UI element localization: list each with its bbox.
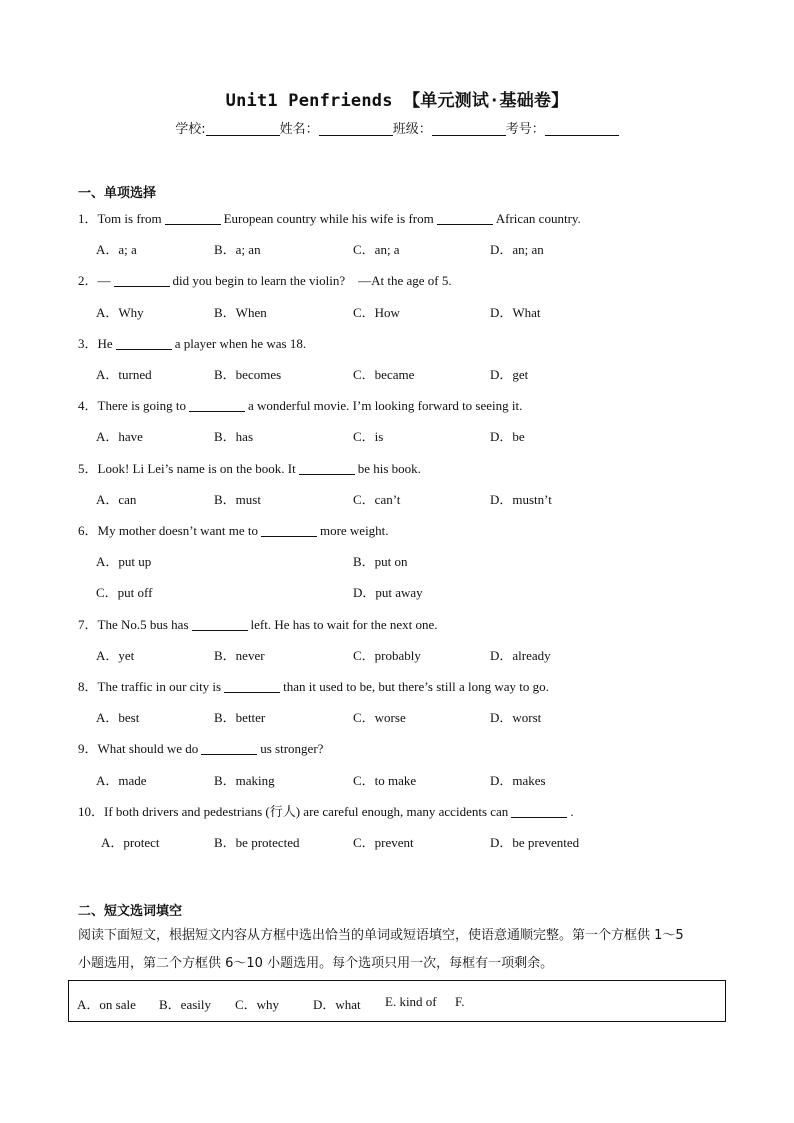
question-text: did you begin to learn the violin? —At the age of 5. xyxy=(172,273,452,288)
question-text: The traffic in our city is xyxy=(97,679,222,694)
question-number: 5． xyxy=(78,461,98,476)
question-text: . xyxy=(570,804,574,819)
question-number: 3． xyxy=(78,336,98,351)
question-number: 1． xyxy=(78,211,98,226)
answer-blank xyxy=(192,618,248,631)
answer-blank xyxy=(261,524,317,537)
answer-blank xyxy=(165,212,221,225)
question-text: European country while his wife is from xyxy=(223,211,434,226)
answer-blank xyxy=(437,212,493,225)
answer-blank xyxy=(116,337,172,350)
question-text: a wonderful movie. I’m looking forward to seeing it. xyxy=(247,398,523,413)
option-b: B．a; an xyxy=(214,242,261,257)
section-title-single-choice: 一、单项选择 xyxy=(78,186,157,201)
question-4 xyxy=(78,395,522,414)
option-d: D．already xyxy=(490,648,551,663)
option-c: C．worse xyxy=(353,710,406,725)
option-c: C．an; a xyxy=(353,242,400,257)
section-instructions xyxy=(78,922,746,978)
box-item: B．easily xyxy=(159,997,211,1012)
question-text: us stronger? xyxy=(260,741,324,756)
question-number: 4． xyxy=(78,398,98,413)
question-text: Tom is from xyxy=(97,211,162,226)
option-b: B．becomes xyxy=(214,367,282,382)
option-d: D．an; an xyxy=(490,242,544,257)
options-8 xyxy=(96,707,736,725)
question-1 xyxy=(78,208,581,227)
box-item: C．why xyxy=(235,997,280,1012)
class-blank xyxy=(432,122,506,136)
option-b: B．be protected xyxy=(214,835,300,850)
option-c: C．How xyxy=(353,305,400,320)
option-a: A．best xyxy=(96,710,140,725)
question-6 xyxy=(78,520,389,539)
question-text: If both drivers and pedestrians (行人) are careful enough, many accidents can xyxy=(104,804,509,819)
name-blank xyxy=(319,122,393,136)
question-number: 2． xyxy=(78,273,98,288)
answer-blank xyxy=(299,462,355,475)
option-c: C．can’t xyxy=(353,492,401,507)
question-text: — xyxy=(97,273,111,288)
question-text: Look! Li Lei’s name is on the book. It xyxy=(97,461,296,476)
option-a: A．put up xyxy=(96,554,152,569)
question-2 xyxy=(78,270,452,289)
instruction-line: 小题选用，第二个方框供 6～10 小题选用。每个选项只用一次，每框有一项剩余。 xyxy=(78,956,554,971)
option-c: C．is xyxy=(353,429,384,444)
class-label: 班级： xyxy=(392,122,432,137)
option-b: B．put on xyxy=(353,554,408,569)
question-text: He xyxy=(97,336,113,351)
option-d: D．worst xyxy=(490,710,542,725)
student-info-line xyxy=(0,118,794,137)
options-6-row2 xyxy=(96,582,736,600)
answer-blank xyxy=(189,399,245,412)
answer-blank xyxy=(224,680,280,693)
option-a: A．yet xyxy=(96,648,135,663)
option-a: A．can xyxy=(96,492,137,507)
option-b: B．never xyxy=(214,648,265,663)
number-blank xyxy=(545,122,619,136)
name-label: 姓名： xyxy=(279,122,319,137)
option-b: B．has xyxy=(214,429,254,444)
question-text: What should we do xyxy=(97,741,199,756)
option-d: D．get xyxy=(490,367,529,382)
page-title: Unit1 Penfriends 【单元测试·基础卷】 xyxy=(225,91,569,111)
answer-blank xyxy=(114,274,170,287)
option-c: C．became xyxy=(353,367,415,382)
option-c: C．probably xyxy=(353,648,421,663)
question-text: The No.5 bus has xyxy=(97,617,189,632)
box-item: D．what xyxy=(313,997,361,1012)
question-number: 6． xyxy=(78,523,98,538)
option-c: C．to make xyxy=(353,773,417,788)
option-d: D．put away xyxy=(353,585,423,600)
option-d: D．be xyxy=(490,429,525,444)
school-blank xyxy=(206,122,280,136)
option-d: D．be prevented xyxy=(490,835,580,850)
question-8 xyxy=(78,676,549,695)
question-text: be his book. xyxy=(357,461,421,476)
question-number: 9． xyxy=(78,741,98,756)
option-b: B．better xyxy=(214,710,266,725)
answer-blank xyxy=(201,742,257,755)
question-text: There is going to xyxy=(97,398,186,413)
school-label: 学校: xyxy=(175,122,206,137)
options-3 xyxy=(96,364,736,382)
option-a: A．turned xyxy=(96,367,152,382)
options-6-row1 xyxy=(96,551,736,569)
question-text: My mother doesn’t want me to xyxy=(97,523,258,538)
question-text: African country. xyxy=(495,211,581,226)
box-item: E. kind of xyxy=(385,994,437,1009)
options-10 xyxy=(96,832,736,850)
option-a: A．protect xyxy=(101,835,160,850)
option-a: A．a; a xyxy=(96,242,137,257)
question-3 xyxy=(78,333,306,352)
option-b: B．must xyxy=(214,492,261,507)
box-item: F. xyxy=(455,994,465,1009)
box-item: A．on sale xyxy=(77,997,136,1012)
option-d: D．mustn’t xyxy=(490,492,552,507)
option-c: C．put off xyxy=(96,585,153,600)
options-4 xyxy=(96,426,736,444)
question-text: than it used to be, but there’s still a long way to go. xyxy=(283,679,549,694)
word-box xyxy=(68,980,726,1022)
option-d: D．What xyxy=(490,305,541,320)
question-10 xyxy=(78,801,574,820)
options-1 xyxy=(96,239,736,257)
options-9 xyxy=(96,770,736,788)
question-text: more weight. xyxy=(319,523,389,538)
instruction-line: 阅读下面短文，根据短文内容从方框中选出恰当的单词或短语填空，使语意通顺完整。第一个方框供 1～5 xyxy=(78,928,684,943)
options-5 xyxy=(96,489,736,507)
option-a: A．Why xyxy=(96,305,144,320)
question-7 xyxy=(78,614,438,633)
question-number: 10． xyxy=(78,804,105,819)
section-title-cloze: 二、短文选词填空 xyxy=(78,904,183,919)
option-d: D．makes xyxy=(490,773,546,788)
option-a: A．made xyxy=(96,773,147,788)
question-9 xyxy=(78,738,323,757)
option-b: B．When xyxy=(214,305,267,320)
option-a: A．have xyxy=(96,429,143,444)
option-c: C．prevent xyxy=(353,835,414,850)
question-text: a player when he was 18. xyxy=(174,336,307,351)
question-number: 8． xyxy=(78,679,98,694)
options-2 xyxy=(96,302,736,320)
option-b: B．making xyxy=(214,773,275,788)
number-label: 考号： xyxy=(505,122,545,137)
answer-blank xyxy=(511,805,567,818)
question-text: left. He has to wait for the next one. xyxy=(250,617,438,632)
options-7 xyxy=(96,645,736,663)
question-5 xyxy=(78,458,421,477)
question-number: 7． xyxy=(78,617,98,632)
